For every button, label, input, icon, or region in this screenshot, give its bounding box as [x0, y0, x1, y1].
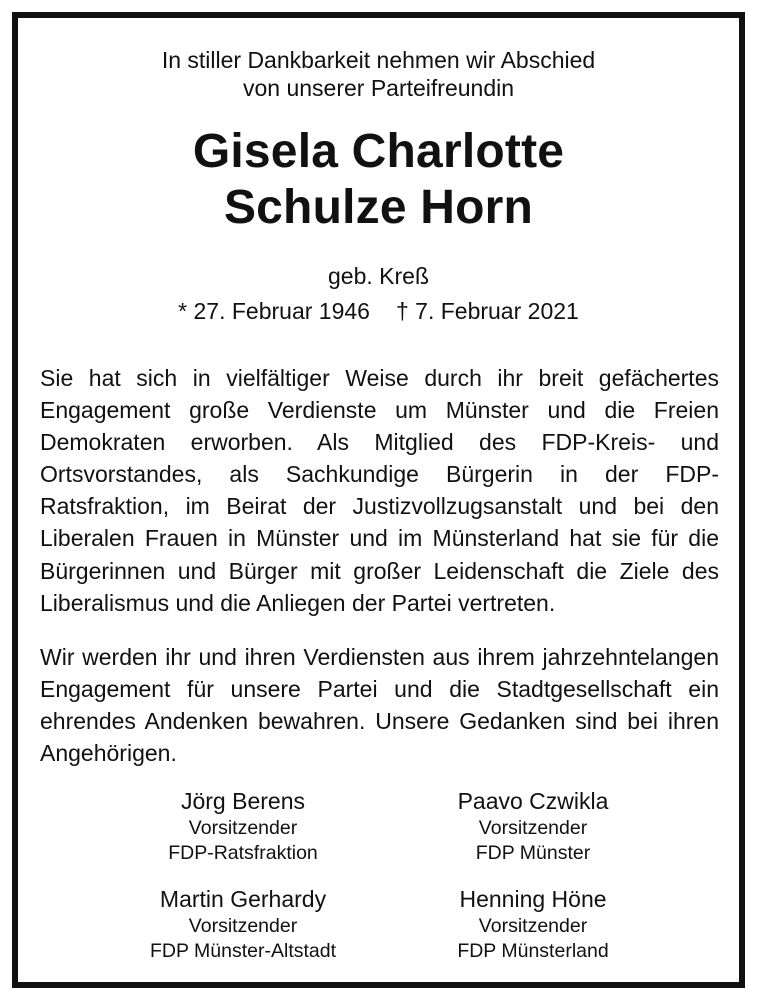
obituary-frame: [12, 12, 745, 988]
maiden-name: geb. Kreß: [328, 263, 429, 289]
signatory-name: Martin Gerhardy: [159, 886, 327, 912]
signatory-name: Jörg Berens: [180, 788, 305, 814]
deceased-name-line-1: Gisela Charlotte: [192, 125, 565, 178]
signatory-org: FDP-Ratsfraktion: [168, 842, 318, 864]
signatory-org: FDP Münster: [475, 842, 591, 864]
signatory-org: FDP Münster-Altstadt: [149, 940, 337, 962]
signatory-gerhardy: [93, 884, 393, 964]
tribute-paragraph-1: Sie hat sich in vielfältiger Weise durch ihr breit gefächertes Engagement große Verdienste um Münster und die Freien Demokraten erworben. Als Mitglied des FDP-Kreis- und Ortsvorstandes, als Sachkundige Bürgerin in der FDP-Ratsfraktion, im Beirat der Justizvollzugsanstalt und bei den Liberalen Frauen in Münster und im Münsterland hat sie für die Bürgerinnen und Bürger mit großer Leidenschaft die Ziele des Liberalismus und die Anliegen der Partei vertreten.: [40, 365, 719, 616]
signatory-hoene: [383, 884, 683, 964]
signatory-czwikla: [383, 786, 683, 866]
signatory-role: Vorsitzender: [188, 817, 298, 839]
signatory-role: Vorsitzender: [478, 817, 588, 839]
deceased-name: [18, 124, 739, 236]
intro-line-1: In stiller Dankbarkeit nehmen wir Abschied: [161, 47, 596, 73]
signatory-name: Paavo Czwikla: [457, 788, 609, 814]
signatory-berens: [93, 786, 393, 866]
birth-date: * 27. Februar 1946: [178, 298, 370, 324]
death-date: † 7. Februar 2021: [395, 298, 579, 324]
intro-text: [18, 46, 739, 102]
tribute-paragraph-2: Wir werden ihr und ihren Verdiensten aus ihrem jahrzehntelangen Engagement für unsere Partei und die Stadtgesellschaft ein ehrendes Andenken bewahren. Unsere Gedanken sind bei ihren Angehörigen.: [40, 644, 719, 767]
life-dates: [18, 297, 739, 325]
intro-line-2: von unserer Parteifreundin: [242, 75, 515, 101]
signatory-role: Vorsitzender: [188, 915, 298, 937]
deceased-name-line-2: Schulze Horn: [223, 181, 534, 234]
signatory-role: Vorsitzender: [478, 915, 588, 937]
signatory-name: Henning Höne: [459, 886, 607, 912]
signatory-org: FDP Münsterland: [457, 940, 609, 962]
